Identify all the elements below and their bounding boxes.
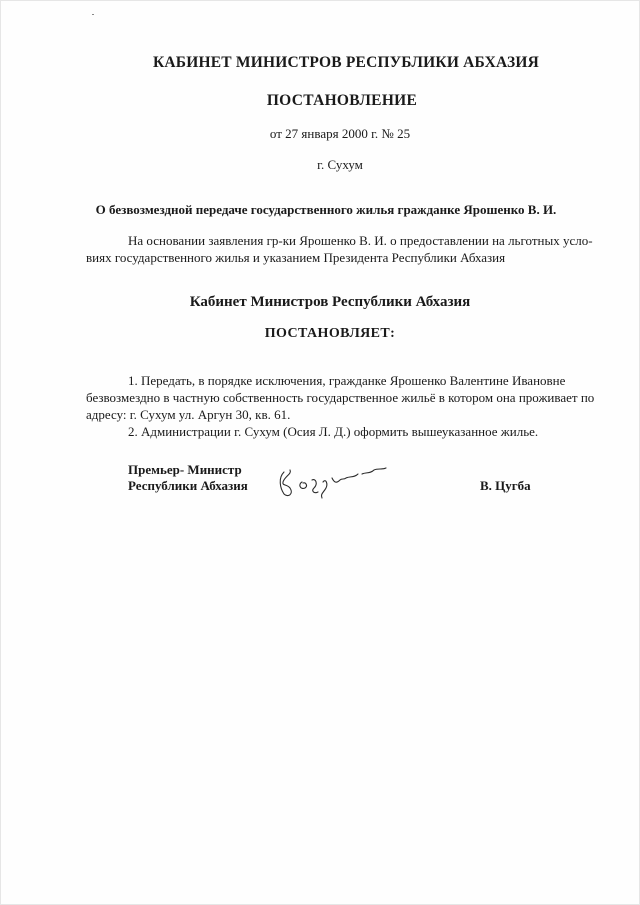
item-1-line-3: адресу: г. Сухум ул. Аргун 30, кв. 61. — [86, 407, 291, 422]
resolves-heading: ПОСТАНОВЛЯЕТ: — [264, 326, 396, 341]
date-and-number: от 27 января 2000 г. № 25 — [269, 126, 411, 141]
scan-speck — [92, 14, 94, 15]
resolving-body: Кабинет Министров Республики Абхазия — [189, 294, 471, 310]
signatory-name: В. Цугба — [480, 478, 531, 493]
document-type-heading: ПОСТАНОВЛЕНИЕ — [266, 92, 418, 109]
item-1-line-1: 1. Передать, в порядке исключения, гражданке Ярошенко Валентине Ивановне — [128, 373, 566, 388]
item-2: 2. Администрации г. Сухум (Осия Л. Д.) оформить вышеуказанное жилье. — [128, 424, 539, 439]
basis-line-2: виях государственного жилья и указанием Президента Республики Абхазия — [86, 250, 506, 265]
item-1-line-2: безвозмездно в частную собственность государственное жильё в котором она проживает по — [86, 390, 595, 405]
handwritten-signature — [268, 458, 398, 500]
issuer-heading: КАБИНЕТ МИНИСТРОВ РЕСПУБЛИКИ АБХАЗИЯ — [152, 54, 540, 71]
signatory-title-line-1: Премьер- Министр — [128, 462, 242, 477]
document-subject: О безвозмездной передаче государственного жилья гражданке Ярошенко В. И. — [95, 202, 557, 217]
basis-line-1: На основании заявления гр-ки Ярошенко В. И. о предоставлении на льготных усло- — [128, 233, 593, 248]
signatory-title-line-2: Республики Абхазия — [128, 478, 248, 493]
place-of-issue: г. Сухум — [317, 157, 363, 172]
